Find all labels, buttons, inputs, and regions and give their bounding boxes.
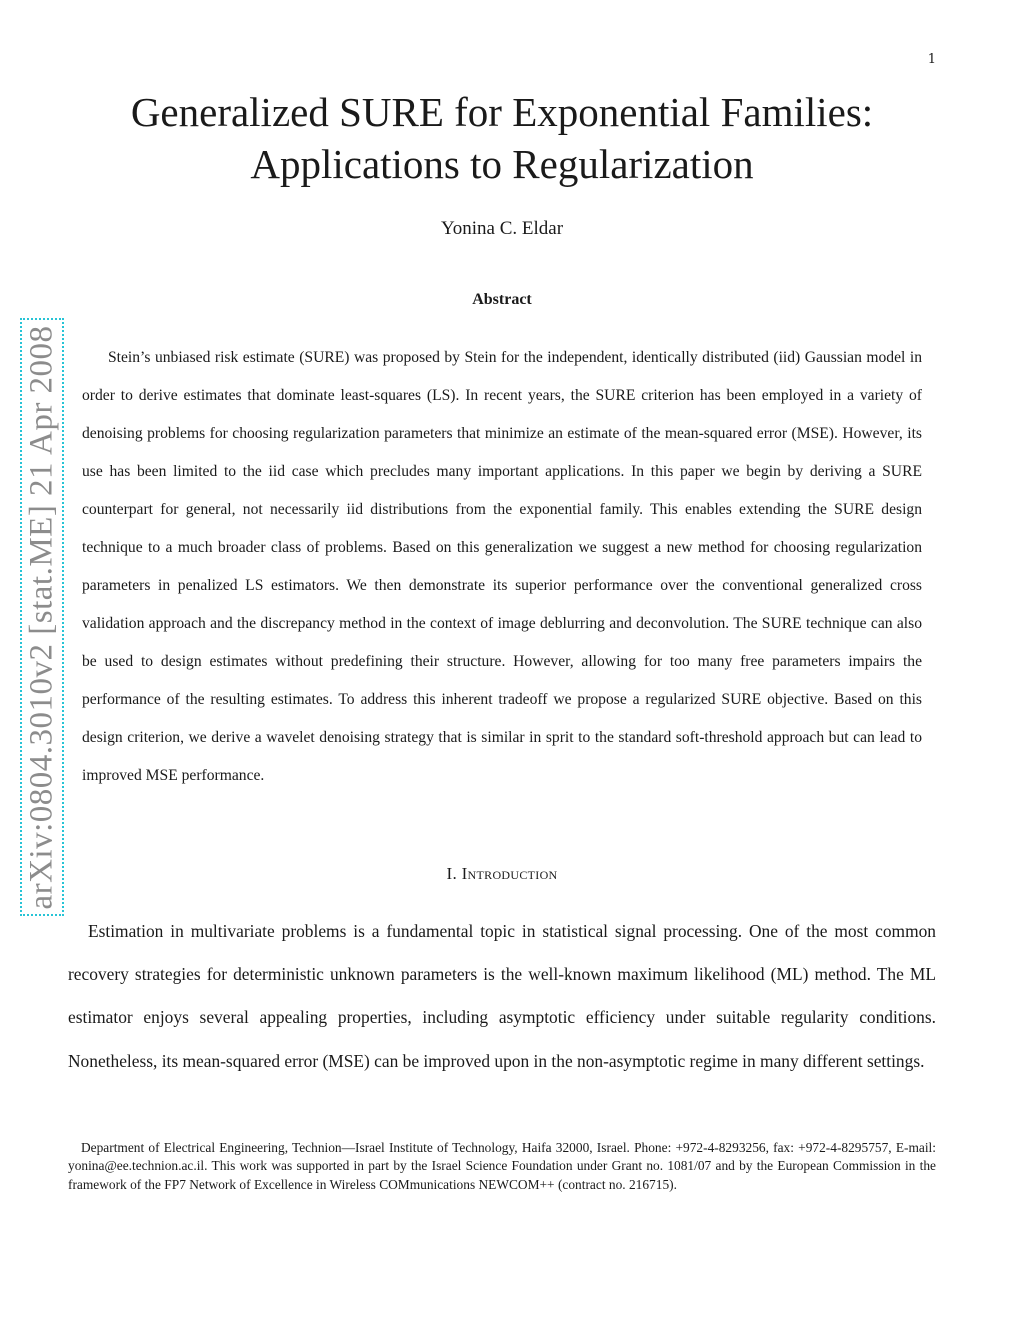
- paper-title-line-1: Generalized SURE for Exponential Families:: [130, 89, 874, 135]
- section-title: Introduction: [461, 864, 558, 883]
- affiliation-footnote: Department of Electrical Engineering, Technion—Israel Institute of Technology, Haifa 32000, Israel. Phone: +972-4-8293256, fax: +972-4-8295757, E-mail: yonina@ee.technion.ac.il. This work was supported in part by the Israel Science Foundation under Grant no. 1081/07 and by the European Commission in the framework of the FP7 Network of Excellence in Wireless COMmunications NEWCOM++ (contract no. 216715).: [68, 1140, 936, 1192]
- introduction-paragraph: Estimation in multivariate problems is a fundamental topic in statistical signal processing. One of the most common recovery strategies for deterministic unknown parameters is the well-known maximum likelihood (ML) method. The ML estimator enjoys several appealing properties, including asymptotic efficiency under suitable regularity conditions. Nonetheless, its mean-squared error (MSE) can be improved upon in the non-asymptotic regime in many different settings.: [68, 921, 936, 1071]
- abstract-heading: Abstract: [472, 291, 532, 308]
- abstract-text: Stein’s unbiased risk estimate (SURE) was proposed by Stein for the independent, identically distributed (iid) Gaussian model in order to derive estimates that dominate least-squares (LS). In recent years, the SURE criterion has been employed in a variety of denoising problems for choosing regularization parameters that minimize an estimate of the mean-squared error (MSE). However, its use has been limited to the iid case which precludes many important applications. In this paper we begin by deriving a SURE counterpart for general, not necessarily iid distributions from the exponential family. This enables extending the SURE design technique to a much broader class of problems. Based on this generalization we suggest a new method for choosing regularization parameters in penalized LS estimators. We then demonstrate its superior performance over the conventional generalized cross validation approach and the discrepancy method in the context of image deblurring and deconvolution. The SURE technique can also be used to design estimates without predefining their structure. However, allowing for too many free parameters impairs the performance of the resulting estimates. To address this inherent tradeoff we propose a regularized SURE objective. Based on this design criterion, we derive a wavelet denoising strategy that is similar in sprit to the standard soft-threshold approach but can lead to improved MSE performance.: [82, 349, 922, 784]
- author-name: Yonina C. Eldar: [440, 218, 564, 239]
- section-number: I.: [446, 864, 458, 883]
- arxiv-stamp-text: arXiv:0804.3010v2 [stat.ME] 21 Apr 2008: [23, 324, 60, 910]
- section-heading-introduction: [100, 864, 904, 884]
- paper-title-line-2: Applications to Regularization: [250, 141, 754, 187]
- paper-title: [100, 86, 904, 190]
- page-number: 1: [927, 52, 936, 67]
- arxiv-stamp: [20, 318, 64, 916]
